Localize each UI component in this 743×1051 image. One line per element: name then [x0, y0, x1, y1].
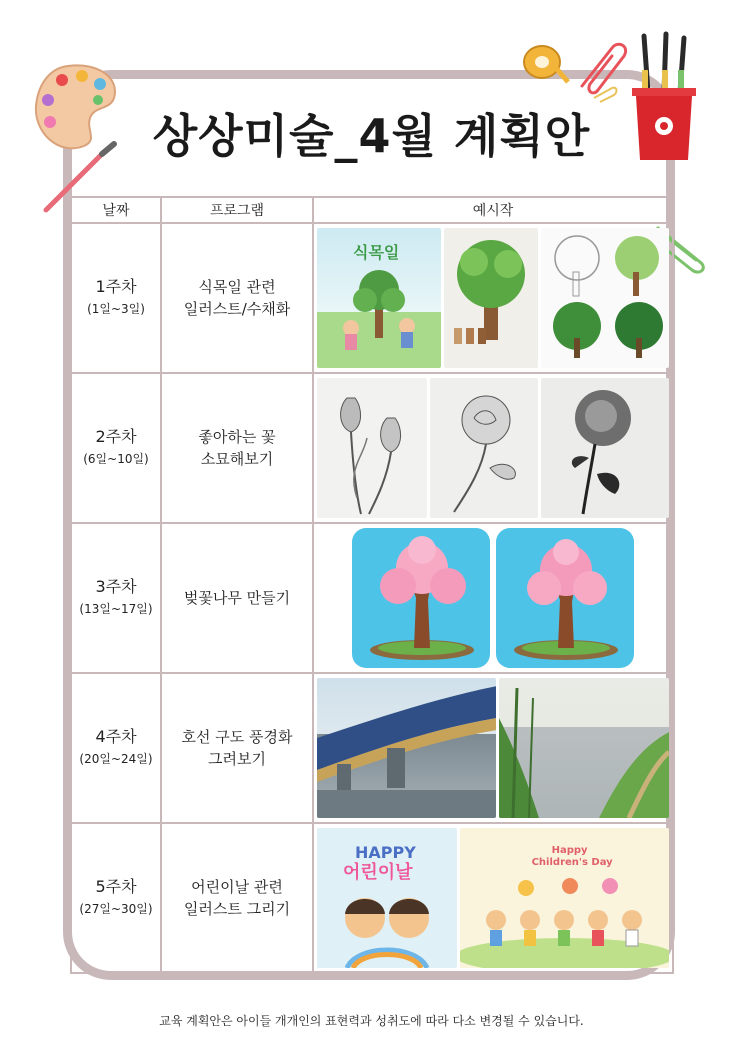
program-cell [161, 673, 313, 823]
program-line: 어린이날 관련 [191, 878, 283, 896]
date-range: (20일~24일) [79, 752, 153, 766]
plan-table [70, 196, 674, 974]
happy-text: HAPPY [355, 843, 416, 862]
arbor-day-text: 식목일 [353, 243, 400, 262]
date-cell [71, 823, 161, 973]
example-image-rose-sketch [430, 378, 538, 518]
tape-icon [520, 40, 570, 85]
program-line: 좋아하는 꽃 [198, 428, 276, 446]
program-line: 호선 구도 풍경화 [181, 728, 293, 746]
footnote: 교육 계획안은 아이들 개개인의 표현력과 성취도에 따라 다소 변경될 수 있습니다. [159, 1014, 584, 1028]
program-line: 소묘해보기 [200, 450, 274, 468]
program-line: 일러스트/수채화 [183, 300, 291, 318]
date-range: (6일~10일) [83, 452, 149, 466]
table-row [71, 223, 673, 373]
week-label: 5주차 [95, 877, 137, 896]
happy-small-text: Happy [551, 845, 588, 856]
program-cell [161, 523, 313, 673]
date-range: (27일~30일) [79, 902, 153, 916]
date-cell [71, 523, 161, 673]
date-cell [71, 673, 161, 823]
example-image-rose-shaded [541, 378, 669, 518]
examples-cell [313, 673, 673, 823]
example-image-tulip-sketch [317, 378, 427, 518]
week-label: 1주차 [95, 277, 137, 296]
program-line: 벚꽃나무 만들기 [183, 589, 291, 607]
table-row [71, 673, 673, 823]
week-label: 3주차 [95, 577, 137, 596]
program-line: 그려보기 [208, 750, 266, 768]
table-row [71, 823, 673, 973]
childrens-day-kr-text: 어린이날 [343, 862, 413, 883]
example-image-arbor-day [317, 228, 441, 368]
page-title: 상상미술_4월 계획안 [152, 109, 591, 163]
table-row [71, 373, 673, 523]
date-cell [71, 373, 161, 523]
program-cell [161, 823, 313, 973]
program-line: 식목일 관련 [198, 278, 276, 296]
examples-cell [313, 823, 673, 973]
examples-cell [313, 523, 673, 673]
example-image-childrens-day-1 [317, 828, 457, 968]
example-image-cherry-tree-1 [352, 528, 490, 668]
example-image-tree-painting [444, 228, 538, 368]
example-image-cherry-tree-2 [496, 528, 634, 668]
example-image-tree-steps [541, 228, 669, 368]
example-image-bridge-landscape [317, 678, 496, 818]
week-label: 4주차 [95, 727, 137, 746]
program-cell [161, 223, 313, 373]
examples-cell [313, 373, 673, 523]
header-examples: 예시작 [313, 197, 673, 223]
childrens-day-en-text: Children's Day [531, 857, 613, 868]
table-row [71, 523, 673, 673]
example-image-childrens-day-2 [460, 828, 669, 968]
program-cell [161, 373, 313, 523]
examples-cell [313, 223, 673, 373]
header-date: 날짜 [71, 197, 161, 223]
date-range: (13일~17일) [79, 602, 153, 616]
header-program: 프로그램 [161, 197, 313, 223]
week-label: 2주차 [95, 427, 137, 446]
program-line: 일러스트 그리기 [183, 900, 291, 918]
example-image-river-landscape [499, 678, 669, 818]
date-cell [71, 223, 161, 373]
date-range: (1일~3일) [87, 302, 145, 316]
